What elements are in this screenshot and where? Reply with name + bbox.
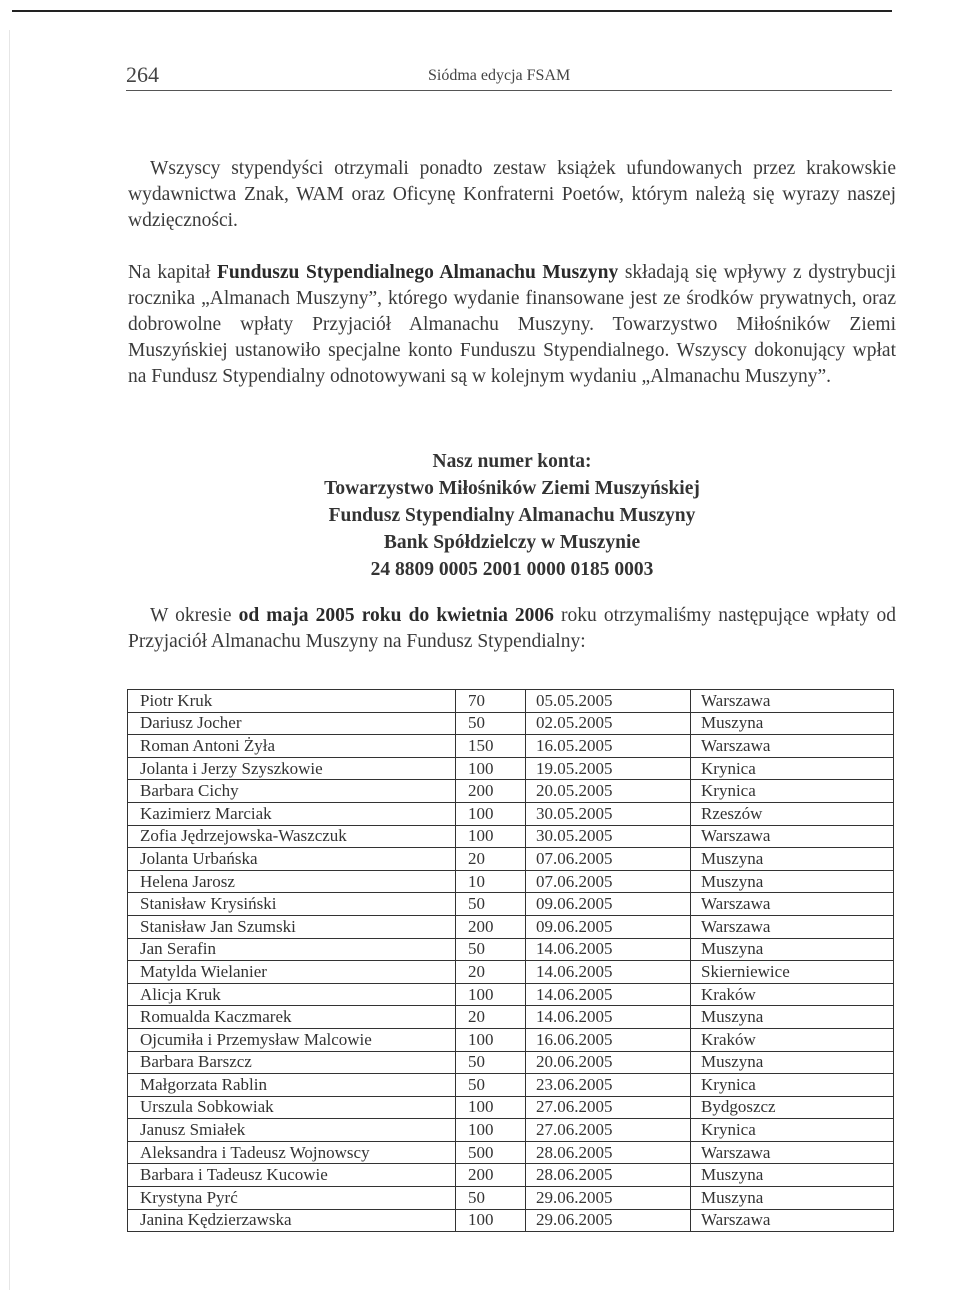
donation-date-cell: 09.06.2005 xyxy=(526,893,691,916)
donation-city-cell: Muszyna xyxy=(691,1164,894,1187)
donation-amount-cell: 20 xyxy=(456,961,526,984)
donation-name-cell: Barbara Cichy xyxy=(128,780,456,803)
donation-date-cell: 16.05.2005 xyxy=(526,735,691,758)
donation-amount-cell: 100 xyxy=(456,1028,526,1051)
donation-amount-cell: 100 xyxy=(456,983,526,1006)
paragraph-period-lead: W okresie xyxy=(150,605,239,626)
donations-table-body xyxy=(128,690,894,1232)
donation-date-cell: 20.06.2005 xyxy=(526,1051,691,1074)
donation-amount-cell: 500 xyxy=(456,1141,526,1164)
paragraph-fund-capital xyxy=(128,260,896,390)
donation-amount-cell: 100 xyxy=(456,1119,526,1142)
donation-date-cell: 14.06.2005 xyxy=(526,961,691,984)
table-row xyxy=(128,1119,894,1142)
table-row xyxy=(128,1028,894,1051)
donation-name-cell: Piotr Kruk xyxy=(128,690,456,713)
table-row xyxy=(128,1209,894,1232)
table-row xyxy=(128,870,894,893)
donation-city-cell: Rzeszów xyxy=(691,802,894,825)
donation-name-cell: Krystyna Pyrć xyxy=(128,1187,456,1210)
account-fund: Fundusz Stypendialny Almanachu Muszyny xyxy=(328,505,696,526)
fund-name-emphasis: Funduszu Stypendialnego Almanachu Muszyny xyxy=(217,262,619,283)
donation-date-cell: 29.06.2005 xyxy=(526,1209,691,1232)
donations-table xyxy=(127,689,894,1232)
donation-name-cell: Stanisław Krysiński xyxy=(128,893,456,916)
donation-name-cell: Helena Jarosz xyxy=(128,870,456,893)
table-row xyxy=(128,690,894,713)
donation-amount-cell: 70 xyxy=(456,690,526,713)
table-row xyxy=(128,735,894,758)
donation-city-cell: Krynica xyxy=(691,1074,894,1097)
donation-amount-cell: 100 xyxy=(456,802,526,825)
table-row xyxy=(128,1187,894,1210)
donation-name-cell: Jolanta i Jerzy Szyszkowie xyxy=(128,757,456,780)
table-row xyxy=(128,961,894,984)
table-row xyxy=(128,712,894,735)
donation-city-cell: Warszawa xyxy=(691,1209,894,1232)
account-society: Towarzystwo Miłośników Ziemi Muszyńskiej xyxy=(324,478,700,499)
table-row xyxy=(128,1051,894,1074)
donation-name-cell: Jolanta Urbańska xyxy=(128,848,456,871)
donation-city-cell: Warszawa xyxy=(691,690,894,713)
donation-date-cell: 27.06.2005 xyxy=(526,1119,691,1142)
table-row xyxy=(128,825,894,848)
donation-city-cell: Warszawa xyxy=(691,893,894,916)
donation-name-cell: Urszula Sobkowiak xyxy=(128,1096,456,1119)
donation-name-cell: Małgorzata Rablin xyxy=(128,1074,456,1097)
donation-name-cell: Roman Antoni Żyła xyxy=(128,735,456,758)
page-number: 264 xyxy=(126,62,159,87)
donation-amount-cell: 200 xyxy=(456,780,526,803)
donation-amount-cell: 50 xyxy=(456,938,526,961)
donation-date-cell: 28.06.2005 xyxy=(526,1164,691,1187)
donation-city-cell: Krynica xyxy=(691,780,894,803)
donation-city-cell: Muszyna xyxy=(691,1187,894,1210)
table-row xyxy=(128,1074,894,1097)
table-row xyxy=(128,893,894,916)
donation-city-cell: Warszawa xyxy=(691,825,894,848)
donation-amount-cell: 100 xyxy=(456,1096,526,1119)
donation-city-cell: Kraków xyxy=(691,1028,894,1051)
account-bank: Bank Spółdzielczy w Muszynie xyxy=(383,532,641,553)
account-block xyxy=(128,448,896,583)
paragraph-period xyxy=(128,603,896,655)
donation-amount-cell: 10 xyxy=(456,870,526,893)
donation-date-cell: 02.05.2005 xyxy=(526,712,691,735)
table-row xyxy=(128,938,894,961)
donation-amount-cell: 50 xyxy=(456,1051,526,1074)
paragraph-books: Wszyscy stypendyści otrzymali ponadto zestaw książek ufundowanych przez krakowskie wydawnictwa Znak, WAM oraz Oficynę Konfraterni Poetów, którym należą się wyrazy naszej wdzięczności. xyxy=(128,158,896,231)
donation-date-cell: 28.06.2005 xyxy=(526,1141,691,1164)
donation-city-cell: Muszyna xyxy=(691,870,894,893)
page-edge-mark xyxy=(9,30,10,1290)
donation-amount-cell: 20 xyxy=(456,848,526,871)
table-row xyxy=(128,802,894,825)
donation-city-cell: Warszawa xyxy=(691,1141,894,1164)
donation-name-cell: Stanisław Jan Szumski xyxy=(128,915,456,938)
donation-city-cell: Warszawa xyxy=(691,735,894,758)
top-rule xyxy=(12,10,892,12)
donation-name-cell: Jan Serafin xyxy=(128,938,456,961)
donation-amount-cell: 20 xyxy=(456,1006,526,1029)
donation-date-cell: 30.05.2005 xyxy=(526,802,691,825)
account-heading: Nasz numer konta: xyxy=(432,451,592,472)
donation-date-cell: 09.06.2005 xyxy=(526,915,691,938)
table-row xyxy=(128,1141,894,1164)
donation-date-cell: 07.06.2005 xyxy=(526,848,691,871)
donation-name-cell: Dariusz Jocher xyxy=(128,712,456,735)
donation-city-cell: Muszyna xyxy=(691,712,894,735)
period-emphasis: od maja 2005 roku do kwietnia 2006 xyxy=(238,605,554,626)
donation-name-cell: Janusz Smiałek xyxy=(128,1119,456,1142)
paragraph-period-rest: roku otrzymaliśmy następujące wpłaty od Przyjaciół Almanachu Muszyny na Fundusz Stypendialny: xyxy=(128,605,896,652)
donation-name-cell: Alicja Kruk xyxy=(128,983,456,1006)
table-row xyxy=(128,1006,894,1029)
donation-city-cell: Krynica xyxy=(691,757,894,780)
page-header xyxy=(126,60,892,91)
donation-date-cell: 16.06.2005 xyxy=(526,1028,691,1051)
donation-date-cell: 14.06.2005 xyxy=(526,983,691,1006)
donation-amount-cell: 50 xyxy=(456,893,526,916)
donation-date-cell: 29.06.2005 xyxy=(526,1187,691,1210)
account-number: 24 8809 0005 2001 0000 0185 0003 xyxy=(370,559,654,580)
donation-city-cell: Krynica xyxy=(691,1119,894,1142)
table-row xyxy=(128,915,894,938)
donation-amount-cell: 150 xyxy=(456,735,526,758)
paragraph-fund-capital-rest: składają się wpływy z dystrybucji rocznika „Almanach Muszyny”, którego wydanie finansowane jest ze środków prywatnych, oraz dobrowolne wpłaty Przyjaciół Almanachu Muszyny. Towarzystwo Miłośników Ziemi Muszyńskiej ustanowiło specjalne konto Funduszu Stypendialnego. Wszyscy dokonujący wpłat na Fundusz Stypendialny odnotowywani są w kolejnym wydaniu „Almanachu Muszyny”. xyxy=(128,262,896,387)
donation-date-cell: 30.05.2005 xyxy=(526,825,691,848)
donation-amount-cell: 100 xyxy=(456,825,526,848)
donation-amount-cell: 100 xyxy=(456,1209,526,1232)
donation-name-cell: Aleksandra i Tadeusz Wojnowscy xyxy=(128,1141,456,1164)
table-row xyxy=(128,1096,894,1119)
donation-amount-cell: 100 xyxy=(456,757,526,780)
table-row xyxy=(128,848,894,871)
table-row xyxy=(128,780,894,803)
donation-date-cell: 20.05.2005 xyxy=(526,780,691,803)
donation-amount-cell: 50 xyxy=(456,1074,526,1097)
donation-city-cell: Kraków xyxy=(691,983,894,1006)
donation-name-cell: Janina Kędzierzawska xyxy=(128,1209,456,1232)
running-title: Siódma edycja FSAM xyxy=(428,67,571,84)
donation-name-cell: Romualda Kaczmarek xyxy=(128,1006,456,1029)
donation-city-cell: Skierniewice xyxy=(691,961,894,984)
donation-date-cell: 05.05.2005 xyxy=(526,690,691,713)
donation-name-cell: Kazimierz Marciak xyxy=(128,802,456,825)
donation-name-cell: Ojcumiła i Przemysław Malcowie xyxy=(128,1028,456,1051)
donation-amount-cell: 200 xyxy=(456,1164,526,1187)
donation-amount-cell: 200 xyxy=(456,915,526,938)
table-row xyxy=(128,983,894,1006)
donation-amount-cell: 50 xyxy=(456,1187,526,1210)
donation-city-cell: Muszyna xyxy=(691,938,894,961)
donation-city-cell: Bydgoszcz xyxy=(691,1096,894,1119)
donation-city-cell: Muszyna xyxy=(691,1051,894,1074)
donation-amount-cell: 50 xyxy=(456,712,526,735)
table-row xyxy=(128,757,894,780)
donation-name-cell: Barbara i Tadeusz Kucowie xyxy=(128,1164,456,1187)
donation-date-cell: 07.06.2005 xyxy=(526,870,691,893)
donation-date-cell: 19.05.2005 xyxy=(526,757,691,780)
table-row xyxy=(128,1164,894,1187)
donation-name-cell: Matylda Wielanier xyxy=(128,961,456,984)
paragraph-fund-capital-lead: Na kapitał xyxy=(128,262,217,283)
donation-city-cell: Warszawa xyxy=(691,915,894,938)
donation-city-cell: Muszyna xyxy=(691,1006,894,1029)
donation-city-cell: Muszyna xyxy=(691,848,894,871)
donation-date-cell: 14.06.2005 xyxy=(526,1006,691,1029)
donation-name-cell: Zofia Jędrzejowska-Waszczuk xyxy=(128,825,456,848)
donation-date-cell: 23.06.2005 xyxy=(526,1074,691,1097)
donation-date-cell: 14.06.2005 xyxy=(526,938,691,961)
donation-date-cell: 27.06.2005 xyxy=(526,1096,691,1119)
donation-name-cell: Barbara Barszcz xyxy=(128,1051,456,1074)
